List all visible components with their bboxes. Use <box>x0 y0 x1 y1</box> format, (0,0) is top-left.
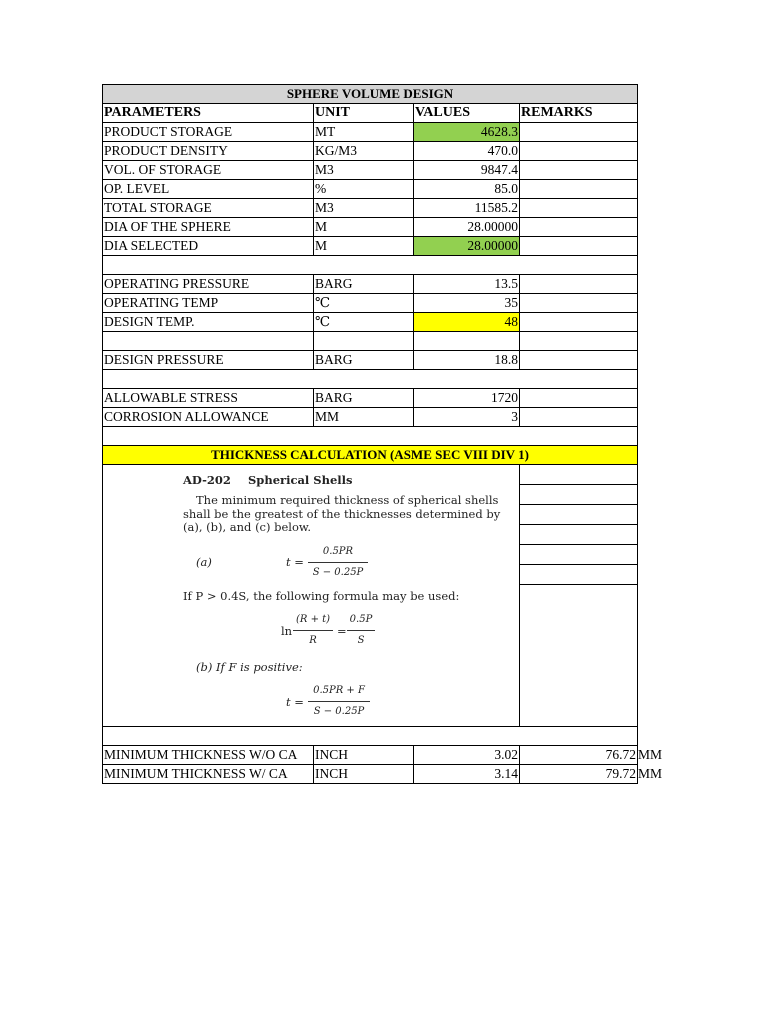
table-row <box>103 746 638 765</box>
mm-value: 76.72 <box>605 747 636 762</box>
value-cell[interactable]: 1720 <box>414 389 520 408</box>
fraction-bar <box>308 701 370 702</box>
blank-row <box>103 727 638 746</box>
excerpt-paragraph-line: shall be the greatest of the thicknesses determined by <box>183 507 501 521</box>
header-parameters[interactable]: PARAMETERS <box>103 104 314 123</box>
remarks-cell[interactable] <box>520 161 638 180</box>
param-cell[interactable]: OPERATING PRESSURE <box>103 275 314 294</box>
param-cell[interactable]: DESIGN TEMP. <box>103 313 314 332</box>
unit-cell[interactable]: INCH <box>314 746 414 765</box>
table-row <box>103 332 638 351</box>
remarks-cell[interactable] <box>520 351 638 370</box>
value-cell[interactable]: 4628.3 <box>414 123 520 142</box>
formula-a-numerator: 0.5PR <box>322 546 354 557</box>
remarks-cell[interactable] <box>520 465 637 485</box>
remarks-cell[interactable] <box>520 389 638 408</box>
formula-excerpt <box>103 465 517 721</box>
value-cell[interactable]: 85.0 <box>414 180 520 199</box>
mm-unit: MM <box>638 747 663 762</box>
value-cell[interactable]: 48 <box>414 313 520 332</box>
table-row <box>103 294 638 313</box>
thickness-calculation-title[interactable]: THICKNESS CALCULATION (ASME SEC VIII DIV 1) <box>103 446 638 465</box>
value-cell[interactable]: 3.14 <box>414 765 520 784</box>
excerpt-paragraph-line: The minimum required thickness of spherical shells <box>196 493 499 507</box>
table-row <box>103 123 638 142</box>
param-cell[interactable]: ALLOWABLE STRESS <box>103 389 314 408</box>
param-cell[interactable]: OP. LEVEL <box>103 180 314 199</box>
mm-value-cell[interactable] <box>520 746 663 765</box>
unit-cell[interactable]: M <box>314 218 414 237</box>
fraction-bar <box>293 630 333 631</box>
unit-cell[interactable]: M3 <box>314 161 414 180</box>
formula-a-fraction <box>308 543 368 582</box>
table-row <box>103 199 638 218</box>
remarks-cell[interactable] <box>520 275 638 294</box>
remarks-cell[interactable] <box>520 332 638 351</box>
remarks-cell[interactable] <box>520 408 638 427</box>
unit-cell[interactable]: MT <box>314 123 414 142</box>
value-cell[interactable]: 9847.4 <box>414 161 520 180</box>
table-row <box>103 313 638 332</box>
unit-cell[interactable]: BARG <box>314 389 414 408</box>
remarks-cell[interactable] <box>520 142 638 161</box>
mm-unit: MM <box>638 766 663 781</box>
blank-row <box>103 427 638 446</box>
header-unit[interactable]: UNIT <box>314 104 414 123</box>
value-cell[interactable]: 13.5 <box>414 275 520 294</box>
remarks-cell[interactable] <box>520 237 638 256</box>
remarks-cell[interactable] <box>520 123 638 142</box>
header-remarks[interactable]: REMARKS <box>520 104 638 123</box>
ln-denominator-1: R <box>309 635 317 646</box>
param-cell[interactable]: VOL. OF STORAGE <box>103 161 314 180</box>
table-row <box>103 408 638 427</box>
remarks-cell[interactable] <box>520 485 637 505</box>
value-cell[interactable]: 35 <box>414 294 520 313</box>
remarks-cell[interactable] <box>520 180 638 199</box>
param-cell[interactable]: OPERATING TEMP <box>103 294 314 313</box>
formula-a-label: (a) <box>196 555 212 569</box>
remarks-cell[interactable] <box>520 565 637 585</box>
param-cell[interactable]: PRODUCT STORAGE <box>103 123 314 142</box>
table-row <box>103 237 638 256</box>
blank-cell[interactable] <box>103 727 638 746</box>
table-row <box>103 765 638 784</box>
remarks-cell[interactable] <box>520 525 637 545</box>
param-cell[interactable]: MINIMUM THICKNESS W/O CA <box>103 746 314 765</box>
remarks-column-block <box>520 465 638 727</box>
excerpt-paragraph-line: (a), (b), and (c) below. <box>183 520 312 534</box>
blank-row <box>103 370 638 389</box>
param-cell[interactable] <box>103 332 314 351</box>
condition-text: If P > 0.4S, the following formula may be used: <box>183 589 460 603</box>
param-cell[interactable]: CORROSION ALLOWANCE <box>103 408 314 427</box>
param-cell[interactable]: DESIGN PRESSURE <box>103 351 314 370</box>
formula-a-lhs: t = <box>286 555 304 569</box>
blank-cell[interactable] <box>103 370 638 389</box>
formula-b-fraction <box>308 682 370 721</box>
spreadsheet <box>102 84 663 784</box>
value-cell[interactable]: 3.02 <box>414 746 520 765</box>
param-cell[interactable]: TOTAL STORAGE <box>103 199 314 218</box>
remarks-cell[interactable] <box>520 218 638 237</box>
remarks-cell[interactable] <box>520 313 638 332</box>
header-values[interactable]: VALUES <box>414 104 520 123</box>
blank-row <box>103 256 638 275</box>
param-cell[interactable]: DIA SELECTED <box>103 237 314 256</box>
ln-fraction-1 <box>293 611 333 650</box>
unit-cell[interactable]: BARG <box>314 351 414 370</box>
fraction-bar <box>347 630 375 631</box>
sphere-design-table <box>102 84 663 784</box>
code-reference: AD-202 <box>183 473 231 487</box>
ln-numerator-1: (R + t) <box>295 614 331 625</box>
ln-numerator-2: 0.5P <box>349 614 373 625</box>
value-cell[interactable]: 11585.2 <box>414 199 520 218</box>
ln-fraction-2 <box>347 611 375 650</box>
table-row <box>103 218 638 237</box>
table-row <box>103 275 638 294</box>
asme-formula-image <box>103 465 520 727</box>
remarks-cell[interactable] <box>520 505 637 525</box>
unit-cell[interactable]: ℃ <box>314 313 414 332</box>
unit-cell[interactable]: MM <box>314 408 414 427</box>
blank-cell[interactable] <box>103 427 638 446</box>
formula-a-denominator: S − 0.25P <box>312 567 364 578</box>
param-cell[interactable]: MINIMUM THICKNESS W/ CA <box>103 765 314 784</box>
mm-value: 79.72 <box>605 766 636 781</box>
table-row <box>103 161 638 180</box>
value-cell[interactable]: 28.00000 <box>414 237 520 256</box>
value-cell[interactable]: 28.00000 <box>414 218 520 237</box>
formula-b-label: (b) If F is positive: <box>196 660 303 674</box>
formula-b-lhs: t = <box>286 695 304 709</box>
unit-cell[interactable]: M <box>314 237 414 256</box>
value-cell[interactable]: 3 <box>414 408 520 427</box>
table-row <box>103 389 638 408</box>
table-row <box>103 351 638 370</box>
formula-b-numerator: 0.5PR + F <box>313 685 365 696</box>
ln-equals: = <box>337 624 347 638</box>
blank-cell[interactable] <box>103 256 638 275</box>
ln-denominator-2: S <box>357 635 365 646</box>
unit-cell[interactable]: BARG <box>314 275 414 294</box>
ln-text: ln <box>281 624 293 638</box>
unit-cell[interactable] <box>314 332 414 351</box>
remarks-cell[interactable] <box>520 294 638 313</box>
remarks-cell[interactable] <box>520 545 637 565</box>
unit-cell[interactable]: M3 <box>314 199 414 218</box>
value-cell[interactable] <box>414 332 520 351</box>
unit-cell[interactable]: ℃ <box>314 294 414 313</box>
remarks-cell[interactable] <box>520 199 638 218</box>
fraction-bar <box>308 562 368 563</box>
param-cell[interactable]: DIA OF THE SPHERE <box>103 218 314 237</box>
unit-cell[interactable]: % <box>314 180 414 199</box>
table-row <box>103 142 638 161</box>
value-cell[interactable]: 18.8 <box>414 351 520 370</box>
param-cell[interactable]: PRODUCT DENSITY <box>103 142 314 161</box>
mm-value-cell[interactable] <box>520 765 663 784</box>
remarks-cell[interactable] <box>520 585 637 726</box>
sheet-title[interactable]: SPHERE VOLUME DESIGN <box>103 85 638 104</box>
unit-cell[interactable]: INCH <box>314 765 414 784</box>
formula-b-denominator: S − 0.25P <box>313 706 365 717</box>
unit-cell[interactable]: KG/M3 <box>314 142 414 161</box>
value-cell[interactable]: 470.0 <box>414 142 520 161</box>
excerpt-heading: Spherical Shells <box>248 473 353 487</box>
table-row <box>103 180 638 199</box>
